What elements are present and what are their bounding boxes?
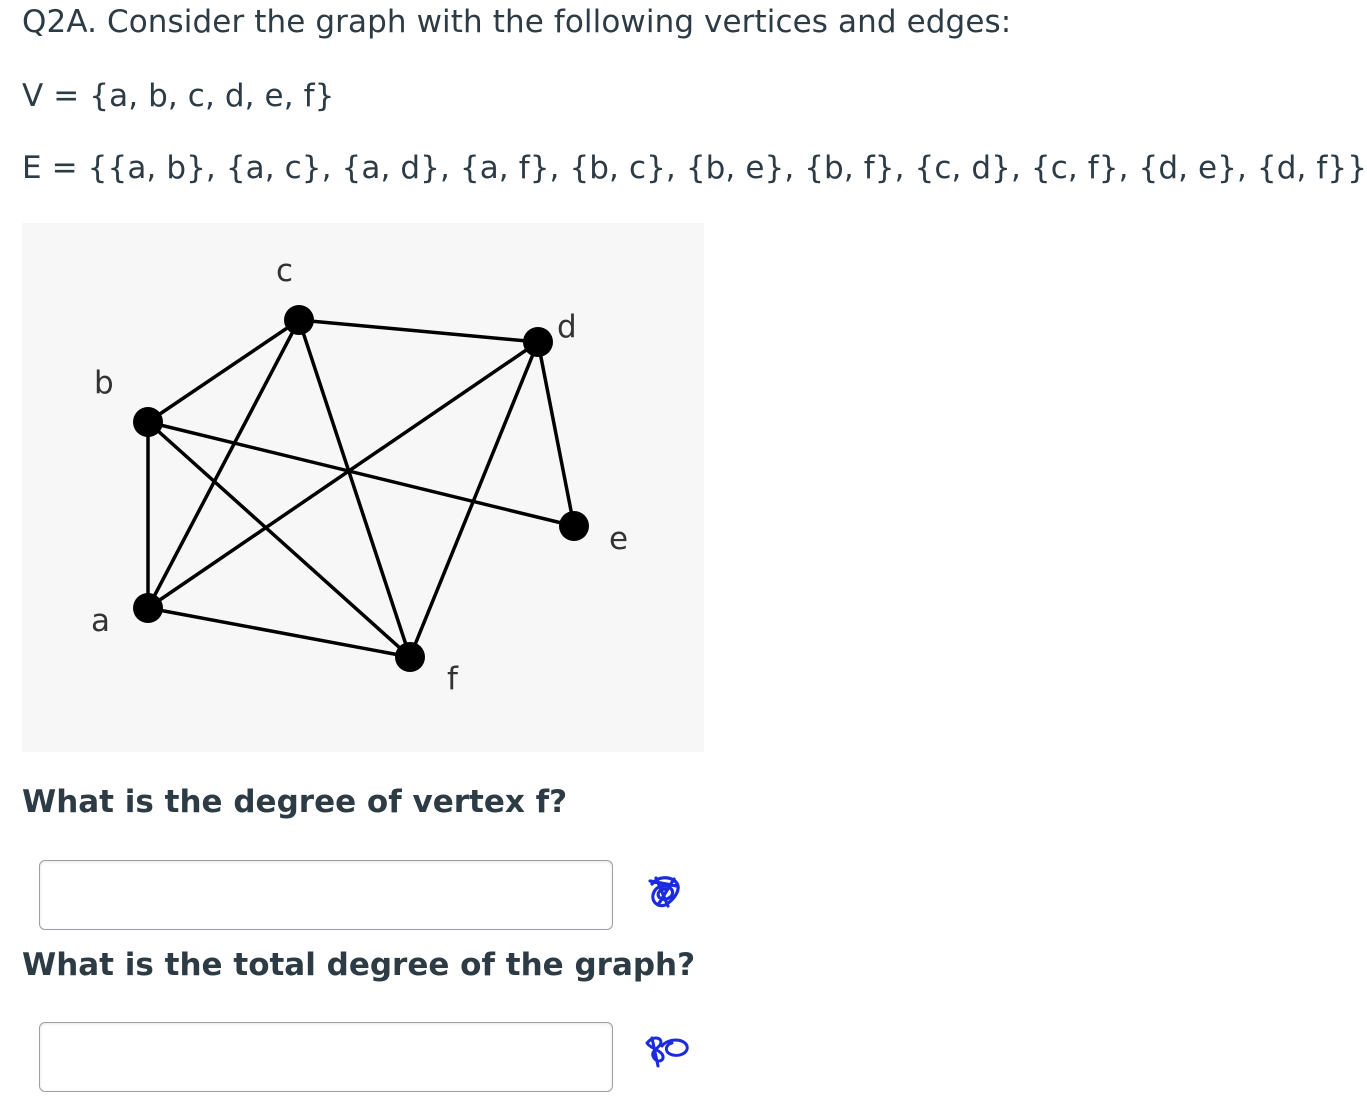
vertex-label-e: e bbox=[609, 521, 629, 557]
graph-figure bbox=[22, 223, 704, 752]
edge-a-f bbox=[148, 608, 410, 657]
vertex-label-d: d bbox=[557, 309, 577, 345]
answer-input-degree-f[interactable] bbox=[39, 860, 613, 930]
vertex-label-f: f bbox=[447, 661, 458, 697]
question-degree-vertex-f: What is the degree of vertex f? bbox=[22, 784, 568, 820]
edge-b-c bbox=[148, 320, 299, 422]
edge-set-line: E = {{a, b}, {a, c}, {a, d}, {a, f}, {b, c}, {b, e}, {b, f}, {c, d}, {c, f}, {d, e}, {d, f}} bbox=[22, 150, 1367, 186]
vertex-label-a: a bbox=[91, 603, 110, 639]
handwritten-scribble-icon bbox=[644, 872, 684, 912]
vertex-set-line: V = {a, b, c, d, e, f} bbox=[22, 78, 335, 114]
edge-c-d bbox=[299, 320, 538, 342]
question-title: Q2A. Consider the graph with the following vertices and edges: bbox=[22, 4, 1012, 40]
vertex-c bbox=[284, 305, 314, 335]
vertex-d bbox=[523, 327, 553, 357]
graph-svg bbox=[22, 223, 704, 752]
question-total-degree: What is the total degree of the graph? bbox=[22, 947, 696, 983]
edge-d-f bbox=[410, 342, 538, 657]
vertex-a bbox=[133, 593, 163, 623]
vertex-label-b: b bbox=[94, 365, 114, 401]
answer-input-total-degree[interactable] bbox=[39, 1022, 613, 1092]
graph-edges bbox=[148, 320, 574, 657]
handwritten-scribble-icon bbox=[642, 1032, 692, 1068]
edge-d-e bbox=[538, 342, 574, 526]
edge-a-c bbox=[148, 320, 299, 608]
vertex-f bbox=[395, 642, 425, 672]
vertex-label-c: c bbox=[276, 253, 294, 289]
vertex-e bbox=[559, 511, 589, 541]
vertex-b bbox=[133, 407, 163, 437]
